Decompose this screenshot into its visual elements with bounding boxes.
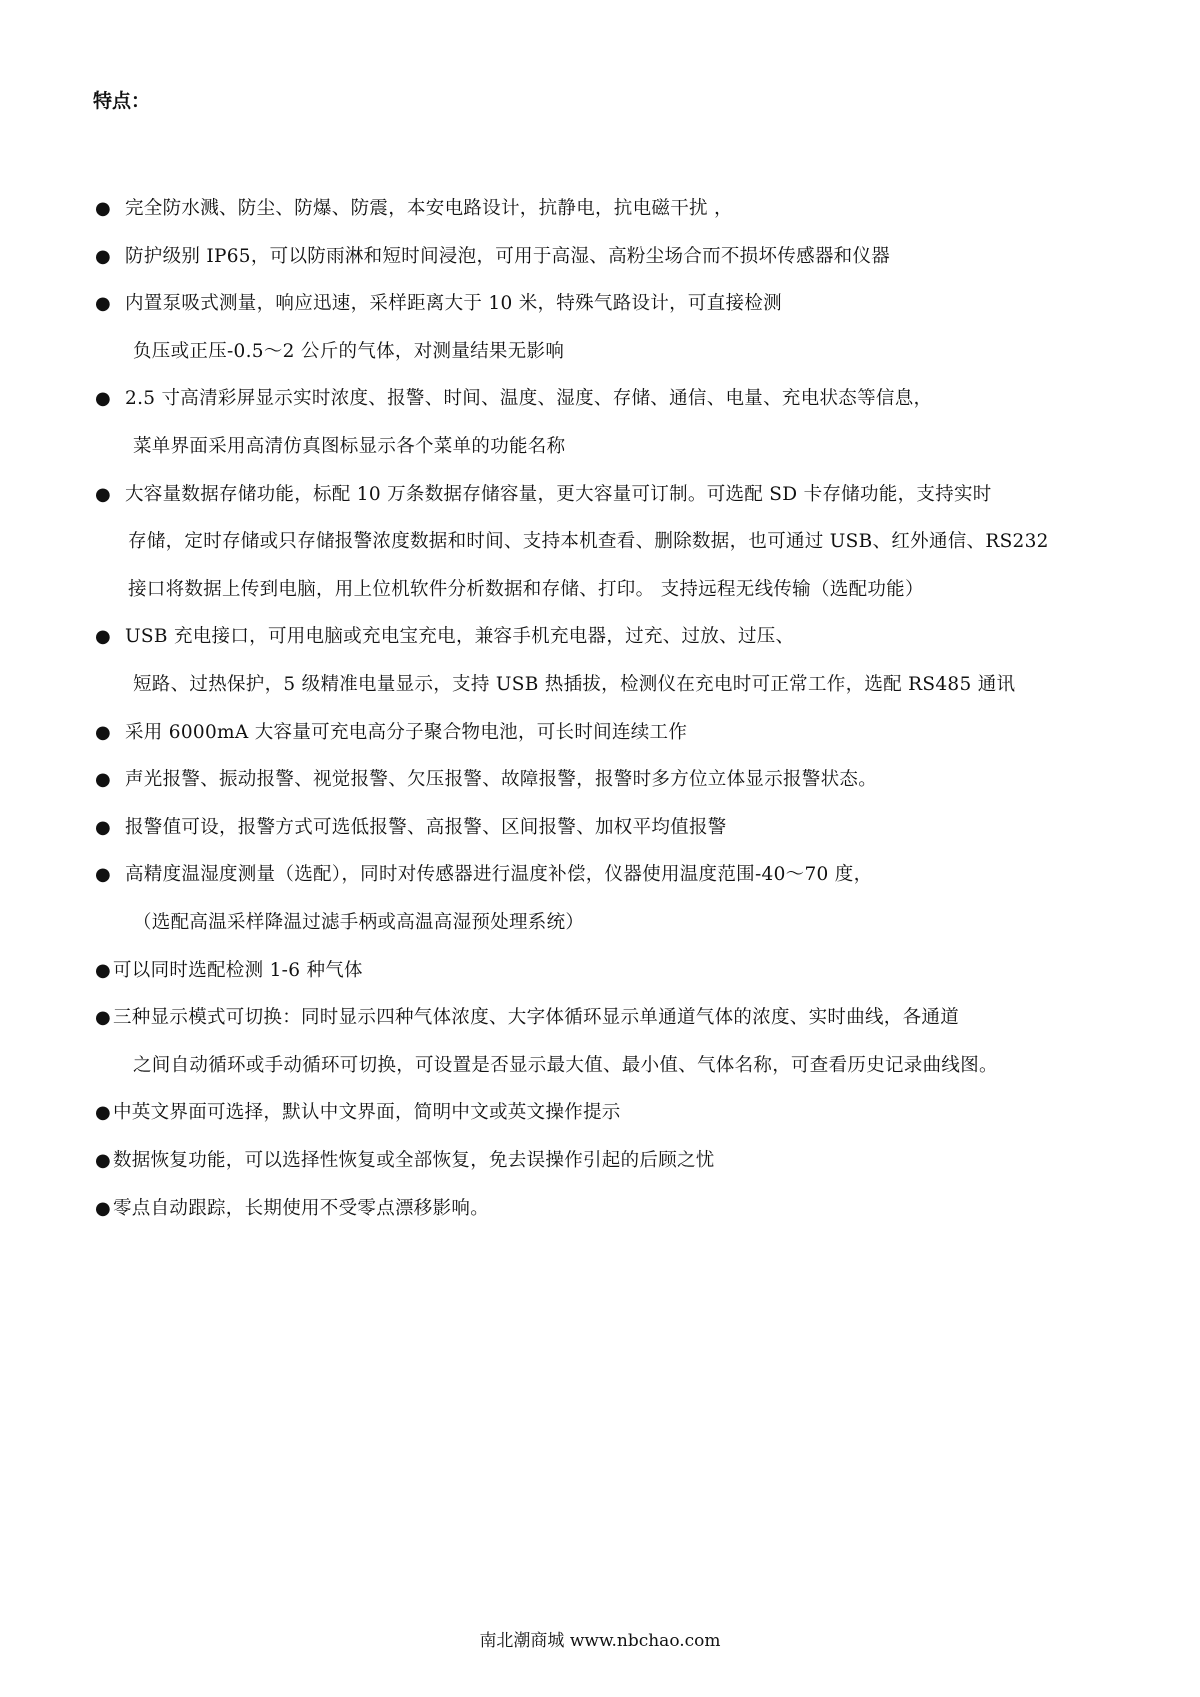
feature-item-continuation: 之间自动循环或手动循环可切换，可设置是否显示最大值、最小值、气体名称，可查看历史记录曲线图。 <box>133 1054 998 1076</box>
bullet-icon: ● <box>95 198 111 219</box>
feature-item: 大容量数据存储功能，标配 10 万条数据存储容量，更大容量可订制。可选配 SD 卡存储功能，支持实时 <box>125 483 992 505</box>
feature-item: 2.5 寸高清彩屏显示实时浓度、报警、时间、温度、湿度、存储、通信、电量、充电状态等信息， <box>125 388 933 410</box>
feature-item: 中英文界面可选择，默认中文界面，简明中文或英文操作提示 <box>113 1102 621 1124</box>
feature-item: 三种显示模式可切换：同时显示四种气体浓度、大字体循环显示单通道气体的浓度、实时曲线，各通道 <box>113 1007 960 1029</box>
feature-item-continuation: 负压或正压-0.5～2 公斤的气体，对测量结果无影响 <box>133 340 565 362</box>
feature-item-continuation: 短路、过热保护，5 级精准电量显示，支持 USB 热插拔，检测仪在充电时可正常工作，选配 RS485 通讯 <box>133 674 1016 695</box>
bullet-icon: ● <box>95 1102 111 1124</box>
bullet-icon: ● <box>95 483 111 505</box>
feature-item-continuation: （选配高温采样降温过滤手柄或高温高湿预处理系统） <box>133 912 585 933</box>
feature-item-continuation: 接口将数据上传到电脑，用上位机软件分析数据和存储、打印。 支持远程无线传输（选配功能） <box>128 578 924 600</box>
feature-item: 数据恢复功能，可以选择性恢复或全部恢复，免去误操作引起的后顾之忧 <box>113 1150 715 1171</box>
bullet-icon: ● <box>95 1197 111 1219</box>
feature-item: 报警值可设，报警方式可选低报警、高报警、区间报警、加权平均值报警 <box>125 816 727 838</box>
bullet-icon: ● <box>95 626 111 648</box>
feature-item: 高精度温湿度测量（选配），同时对传感器进行温度补偿，仪器使用温度范围-40～70 度， <box>125 864 873 886</box>
bullet-icon: ● <box>95 245 111 267</box>
feature-item-continuation: 存储，定时存储或只存储报警浓度数据和时间、支持本机查看、删除数据，也可通过 USB、红外通信、RS232 <box>128 531 1049 553</box>
feature-item: 声光报警、振动报警、视觉报警、欠压报警、故障报警，报警时多方位立体显示报警状态。 <box>125 769 878 791</box>
bullet-icon: ● <box>95 721 111 743</box>
bullet-icon: ● <box>95 1150 111 1171</box>
section-title: 特点： <box>93 90 151 112</box>
bullet-icon: ● <box>95 864 111 886</box>
page-footer: 南北潮商城 www.nbchao.com <box>479 1631 721 1651</box>
feature-item: 内置泵吸式测量，响应迅速，采样距离大于 10 米，特殊气路设计，可直接检测 <box>125 293 782 315</box>
feature-item: USB 充电接口，可用电脑或充电宝充电，兼容手机充电器，过充、过放、过压、 <box>125 626 795 648</box>
feature-item: 防护级别 IP65，可以防雨淋和短时间浸泡，可用于高湿、高粉尘场合而不损坏传感器和仪器 <box>125 245 891 267</box>
bullet-icon: ● <box>95 816 111 838</box>
feature-item-continuation: 菜单界面采用高清仿真图标显示各个菜单的功能名称 <box>133 436 566 457</box>
feature-item: 可以同时选配检测 1-6 种气体 <box>113 959 363 981</box>
bullet-icon: ● <box>95 388 111 410</box>
bullet-icon: ● <box>95 769 111 791</box>
feature-item: 完全防水溅、防尘、防爆、防震，本安电路设计，抗静电，抗电磁干扰 ， <box>125 198 733 219</box>
bullet-icon: ● <box>95 293 111 315</box>
feature-item: 零点自动跟踪，长期使用不受零点漂移影响。 <box>113 1197 490 1219</box>
bullet-icon: ● <box>95 1007 111 1029</box>
bullet-icon: ● <box>95 959 111 981</box>
feature-item: 采用 6000mA 大容量可充电高分子聚合物电池，可长时间连续工作 <box>125 721 688 743</box>
